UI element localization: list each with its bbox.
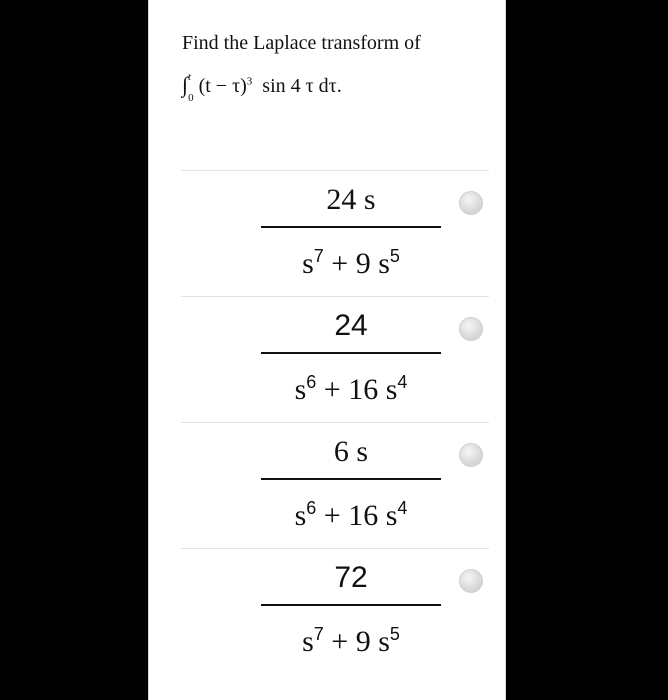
fraction	[261, 558, 441, 658]
divider	[181, 170, 489, 171]
denominator: $s^7 + 9$ $s^5$	[302, 246, 400, 280]
divider	[181, 422, 489, 423]
radio-button[interactable]	[459, 317, 483, 341]
fraction-bar	[261, 226, 441, 228]
radio-button[interactable]	[459, 443, 483, 467]
integrand-exponent: 3	[246, 75, 253, 88]
fraction	[261, 306, 441, 406]
denominator: $s^6 + 16$ $s^4$	[294, 372, 408, 406]
answer-option-1[interactable]	[149, 172, 505, 298]
divider	[181, 548, 489, 549]
numerator: 72	[334, 561, 368, 594]
numerator: 6 s	[333, 435, 369, 468]
answer-option-2[interactable]	[149, 298, 505, 424]
answer-option-3[interactable]	[149, 424, 505, 550]
integral-expression	[182, 71, 342, 104]
integrand-part-2: sin 4 τ dτ.	[262, 75, 342, 97]
fraction-bar	[261, 478, 441, 480]
question-panel	[148, 0, 506, 700]
question-text: Find the Laplace transform of	[182, 32, 421, 54]
answer-option-4[interactable]	[149, 550, 505, 676]
fraction-bar	[261, 352, 441, 354]
fraction	[261, 432, 441, 532]
fraction	[261, 180, 441, 280]
integrand-part-1: (t − τ)	[198, 75, 247, 97]
numerator: 24	[334, 309, 368, 342]
denominator: $s^7 + 9$ $s^5$	[302, 624, 400, 658]
lower-limit: 0	[188, 92, 194, 104]
fraction-bar	[261, 604, 441, 606]
divider	[181, 296, 489, 297]
integral-sign: ∫	[182, 72, 189, 97]
denominator: $s^6 + 16$ $s^4$	[294, 498, 408, 532]
radio-button[interactable]	[459, 191, 483, 215]
upper-limit: t	[188, 71, 192, 84]
numerator: 24 s	[326, 183, 376, 216]
radio-button[interactable]	[459, 569, 483, 593]
